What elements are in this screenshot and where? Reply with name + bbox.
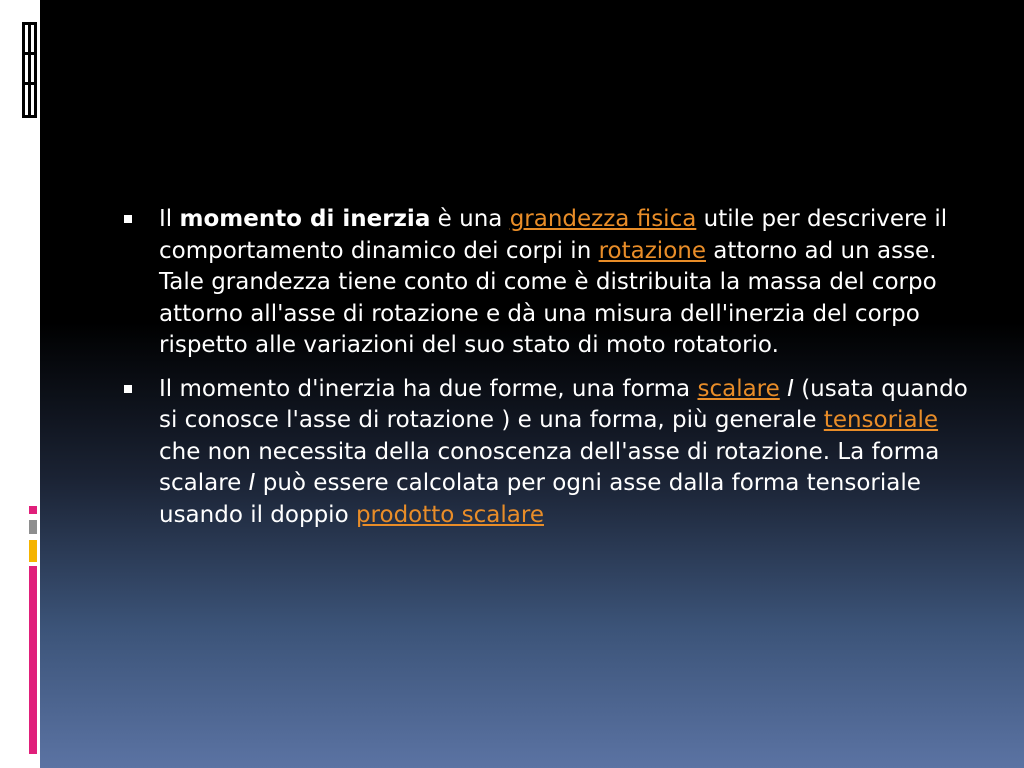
slide-body	[118, 204, 978, 543]
symbol-I: I	[248, 470, 256, 496]
bullet-item	[118, 204, 978, 362]
link-tensoriale[interactable]: tensoriale	[823, 407, 939, 433]
link-scalare[interactable]: scalare	[697, 375, 780, 402]
left-decorative-strip	[0, 0, 40, 768]
text: utile per descrivere il comportamento dinamico dei corpi in	[159, 206, 948, 264]
accent-bar-pink	[29, 506, 37, 514]
text: Il	[159, 206, 180, 232]
accent-bar-yellow	[29, 540, 37, 562]
bullet-square-icon	[124, 385, 132, 393]
text: è una	[430, 206, 510, 232]
text: attorno ad un asse. Tale grandezza tiene conto di come è distribuita la massa del corpo attorno all'asse di rotazione e dà una misura dell'inerzia del corpo rispetto alle variazioni del suo stato di moto rotatorio.	[159, 237, 937, 358]
text: può essere calcolata per ogni asse dalla forma tensoriale usando il doppio	[159, 470, 921, 528]
link-prodotto-scalare[interactable]: prodotto scalare	[355, 501, 544, 528]
symbol-I: I	[787, 375, 794, 402]
text	[780, 376, 787, 402]
term-bold: momento di inerzia	[179, 206, 431, 232]
bullet-square-icon	[124, 215, 132, 223]
text: (usata quando si conosce l'asse di rotazione ) e una forma, più generale	[159, 375, 968, 433]
bullet-item	[118, 374, 978, 532]
accent-bar-gray	[29, 520, 37, 534]
link-grandezza-fisica[interactable]: grandezza fisica	[509, 206, 697, 232]
text: che non necessita della conoscenza dell'asse di rotazione. La forma scalare	[159, 438, 940, 496]
accent-bar-pink-long	[29, 566, 37, 754]
link-rotazione[interactable]: rotazione	[598, 237, 706, 264]
text: Il momento d'inerzia ha due forme, una forma	[159, 375, 698, 402]
